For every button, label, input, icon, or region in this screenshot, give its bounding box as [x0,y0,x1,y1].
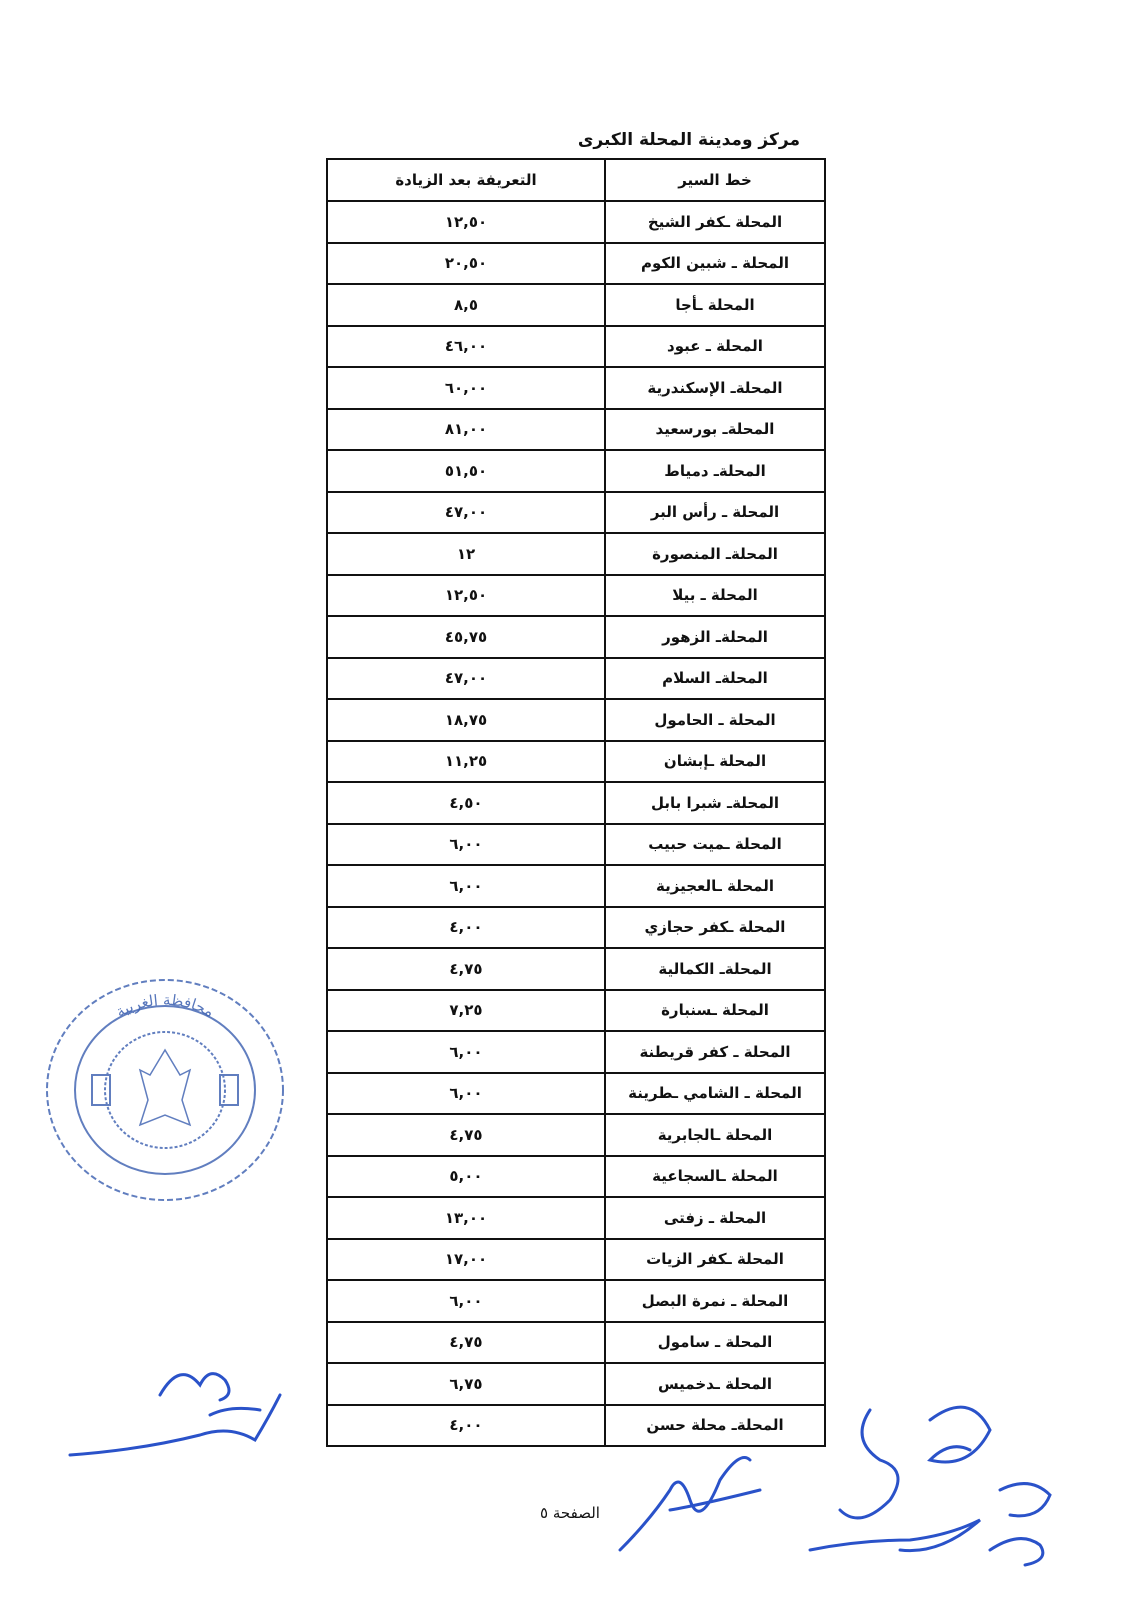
page-number: الصفحة ٥ [540,1504,600,1522]
fare-cell: ٦,٠٠ [327,824,605,866]
route-cell: المحلة ـ بيلا [605,575,825,617]
route-cell: المحلةـ الإسكندرية [605,367,825,409]
table-row [327,450,825,492]
table-row [327,243,825,285]
table-row [327,1322,825,1364]
route-cell: المحلةـ محلة حسن [605,1405,825,1447]
table-header-row [327,159,825,201]
route-cell: المحلةـ الزهور [605,616,825,658]
table-row [327,1114,825,1156]
route-cell: المحلة ـ سامول [605,1322,825,1364]
route-cell: المحلة ـكفر الشيخ [605,201,825,243]
route-cell: المحلةـ بورسعيد [605,409,825,451]
fare-cell: ١٢,٥٠ [327,575,605,617]
fare-cell: ٦,٠٠ [327,865,605,907]
fare-cell: ٥١,٥٠ [327,450,605,492]
fare-cell: ٤,٥٠ [327,782,605,824]
table-row [327,575,825,617]
signature-right [610,1380,1070,1580]
route-cell: المحلة ـ كفر قريطنة [605,1031,825,1073]
route-cell: المحلة ـكفر حجازي [605,907,825,949]
table-row [327,201,825,243]
table-row [327,699,825,741]
table-row [327,658,825,700]
table-row [327,1280,825,1322]
table-row [327,533,825,575]
svg-text:محافظة الغربية [113,991,218,1021]
fare-cell: ٤٥,٧٥ [327,616,605,658]
table-row [327,1156,825,1198]
table-row [327,492,825,534]
table-row [327,907,825,949]
table-row [327,367,825,409]
table-row [327,741,825,783]
fare-cell: ٨,٥ [327,284,605,326]
page-title: مركز ومدينة المحلة الكبرى [577,130,800,150]
table-row [327,409,825,451]
stamp-seal [47,980,283,1200]
route-cell: المحلة ـ عبود [605,326,825,368]
fare-cell: ١٧,٠٠ [327,1239,605,1281]
route-cell: المحلة ـالسجاعية [605,1156,825,1198]
route-cell: المحلة ـميت حبيب [605,824,825,866]
fare-cell: ٤٧,٠٠ [327,658,605,700]
fare-cell: ١٣,٠٠ [327,1197,605,1239]
fare-cell: ٤٧,٠٠ [327,492,605,534]
table-row [327,948,825,990]
route-cell: المحلةـ شبرا بابل [605,782,825,824]
column-header-fare: التعريفة بعد الزيادة [327,159,605,201]
route-cell: المحلة ـ نمرة البصل [605,1280,825,1322]
fare-cell: ٤,٧٥ [327,948,605,990]
official-stamp [40,975,290,1205]
fare-cell: ١٨,٧٥ [327,699,605,741]
route-cell: المحلة ـدخميس [605,1363,825,1405]
fare-cell: ٨١,٠٠ [327,409,605,451]
fare-cell: ١٢,٥٠ [327,201,605,243]
route-cell: المحلةـ دمياط [605,450,825,492]
route-cell: المحلة ـإبشان [605,741,825,783]
fare-cell: ١٢ [327,533,605,575]
fare-cell: ٦٠,٠٠ [327,367,605,409]
fare-cell: ٤,٠٠ [327,907,605,949]
fare-cell: ٦,٠٠ [327,1031,605,1073]
table-row [327,782,825,824]
route-cell: المحلةـ الكمالية [605,948,825,990]
route-cell: المحلة ـكفر الزيات [605,1239,825,1281]
route-cell: المحلة ـ الحامول [605,699,825,741]
route-cell: المحلة ـ شبين الكوم [605,243,825,285]
column-header-route: خط السير [605,159,825,201]
signature-left [60,1355,300,1475]
stamp-text: محافظة الغربية [112,990,218,1021]
tariff-table [326,158,826,1447]
route-cell: المحلة ـأجا [605,284,825,326]
table-body [327,201,825,1446]
route-cell: المحلة ـ الشامي ـطرينة [605,1073,825,1115]
table-row [327,326,825,368]
table-row [327,865,825,907]
route-cell: المحلةـ المنصورة [605,533,825,575]
table-row [327,990,825,1032]
fare-cell: ٦,٠٠ [327,1280,605,1322]
route-cell: المحلة ـ زفتى [605,1197,825,1239]
fare-cell: ٦,٧٥ [327,1363,605,1405]
table-row [327,1197,825,1239]
fare-cell: ٤,٧٥ [327,1322,605,1364]
table-row [327,1073,825,1115]
fare-cell: ٤,٧٥ [327,1114,605,1156]
route-cell: المحلةـ السلام [605,658,825,700]
fare-cell: ٦,٠٠ [327,1073,605,1115]
fare-cell: ٢٠,٥٠ [327,243,605,285]
table-row [327,616,825,658]
route-cell: المحلة ـسنبارة [605,990,825,1032]
fare-cell: ٤٦,٠٠ [327,326,605,368]
route-cell: المحلة ـالعجيزية [605,865,825,907]
table-row [327,284,825,326]
table-row [327,1239,825,1281]
route-cell: المحلة ـالجابرية [605,1114,825,1156]
table-row [327,1031,825,1073]
fare-cell: ٧,٢٥ [327,990,605,1032]
route-cell: المحلة ـ رأس البر [605,492,825,534]
fare-cell: ١١,٢٥ [327,741,605,783]
fare-cell: ٤,٠٠ [327,1405,605,1447]
fare-cell: ٥,٠٠ [327,1156,605,1198]
table-row [327,824,825,866]
